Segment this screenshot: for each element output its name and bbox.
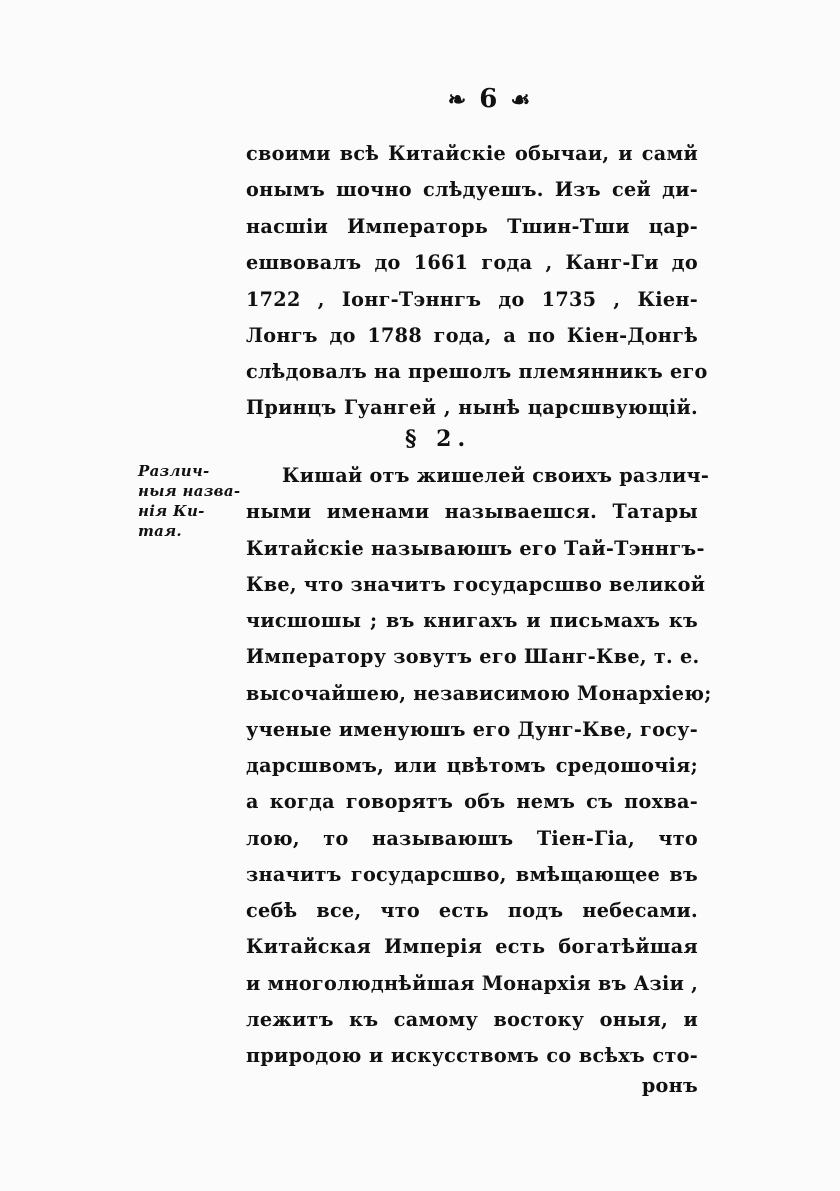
text-line: Китайскіе называюшъ его Тай-Тэннгъ- [246,537,705,560]
text-line: ешвовалъ до 1661 года , Канг-Ги до [246,251,698,274]
ornament-right-icon: ☙ [510,87,533,113]
margin-note-line: нія Ки- [138,502,205,520]
text-line: ными именами называешся. Татары [246,500,698,523]
page-number: 6 [479,84,500,114]
text-line: и многолюднѣйшая Монархія въ Азіи , [246,972,699,995]
text-line: 1722 , Іонг-Тэннгъ до 1735 , Кіен- [246,288,698,311]
text-line: себѣ все, что есть подъ небесами. [246,899,698,922]
text-line: чисшошы ; въ книгахъ и письмахъ къ [246,609,698,632]
margin-note-line: Различ- [138,462,210,480]
text-line: значитъ государсшво, вмѣщающее въ [246,863,698,886]
text-line: дарсшвомъ, или цвѣтомъ средошочія; [246,754,698,777]
text-line: онымъ шочно слѣдуешъ. Изъ сей ди- [246,178,698,201]
text-line: Кишай отъ жишелей своихъ различ- [282,464,710,487]
margin-note-line: ныя назва- [138,482,241,500]
page-header [420,84,560,114]
text-line: Лонгъ до 1788 года, а по Кіен-Донгѣ [246,324,698,347]
text-line: насшіи Императорь Тшин-Тши цар- [246,215,698,238]
margin-note-line: тая. [138,522,182,540]
text-line: природою и искусствомъ со всѣхъ сто- [246,1044,698,1067]
text-line: Кве, что значитъ государсшво великой [246,573,706,596]
section-heading: § 2. [405,426,472,452]
text-line: Императору зовутъ его Шанг-Кве, т. е. [246,645,700,668]
text-line: лежитъ къ самому востоку оныя, и [246,1008,698,1031]
text-line: лою, то называюшъ Тіен-Гіа, что [246,827,698,850]
text-line: Китайская Имперія есть богатѣйшая [246,935,698,958]
text-line: своими всѣ Китайскіе обычаи, и самй [246,142,698,165]
text-line: слѣдовалъ на прешолъ племянникъ его [246,360,708,383]
text-line: Принцъ Гуангей , нынѣ царсшвующій. [246,396,698,419]
margin-note [138,461,250,541]
ornament-left-icon: ❧ [447,87,469,113]
text-line: а когда говорятъ объ немъ съ похва- [246,790,698,813]
catchword: ронъ [641,1074,698,1097]
text-line: ученые именуюшъ его Дунг-Кве, госу- [246,718,698,741]
text-line: высочайшею, независимою Монархіею; [246,682,712,705]
